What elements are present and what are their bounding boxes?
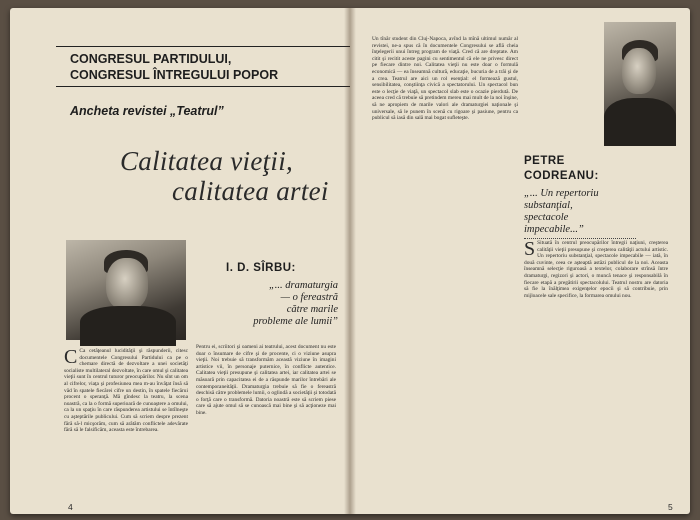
quote-right-line-4: impecabile...” (524, 224, 584, 235)
text-column-left (64, 348, 188, 504)
drop-cap-right: S (524, 240, 536, 260)
text-column-right-page-body: Situată în centrul preocupărilor întregii naţiuni, creşterea calităţii vieţii presupune şi creşterea calităţii actului artistic. Un repertoriu substanţial, spectacole impecabile — iată, în două cuvinte, ceea ce aşteaptă astăzi publicul de la noi. Aceasta înseamnă selecţie riguroasă a textelor, colaborare strînsă între dramaturgi, regizori şi actori, o muncă tenace şi responsabilă în fiecare etapă a pregătirii spectacolului. Teatrul nostru are datoria să fie la înălţimea exigenţelor epocii şi să contribuie, prin mijloacele sale specifice, la formarea omului nou. (524, 240, 668, 299)
quote-right-line-1: „... Un repertoriu (524, 188, 599, 199)
quote-right-line-3: spectacole (524, 212, 569, 223)
author-portrait-photo (66, 240, 186, 340)
portrait-coat (80, 306, 176, 346)
drop-cap: C (64, 348, 78, 368)
author-name-right (524, 154, 599, 184)
quote-divider (524, 238, 636, 239)
text-column-main-body: Un tînăr student din Cluj-Napoca, avînd la mînă ultimul număr al revistei, ne-a spus că în documentele Congresului se află cheia înţelegerii unui întreg program de viaţă. Cred că are dreptate. Am citit şi recitit aceste pagini cu sentimentul că ele ne privesc direct pe fiecare dintre noi. Calitatea vieţii nu este doar o formulă economică — ea înseamnă cultură, educaţie, bucuria de a trăi şi de a crea. Teatrul are aici un rol esenţial: el formează gustul, sensibilitatea, conştiinţa civică a spectatorului. Un spectacol bun este o lecţie de viaţă, un spectacol slab este o ocazie pierdută. De aceea cred că trebuie să pretindem mereu mai mult de la noi înşine, să ne apropiem de marile valori ale dramaturgiei naţionale şi universale, să le punem în scenă cu rigoare şi pasiune, pentru ca publicul să iasă din sală mai bogat sufleteşte. (372, 36, 518, 122)
text-column-right-page (524, 240, 668, 506)
right-page (350, 8, 690, 514)
survey-label: Ancheta revistei „Teatrul” (70, 104, 224, 118)
quote-line-4: probleme ale lumii” (253, 316, 338, 327)
quote-line-2: — o fereastră (280, 292, 338, 303)
page-number-right: 5 (668, 502, 673, 512)
author-name: I. D. SÎRBU: (226, 262, 296, 274)
quote-right-line-2: substanţial, (524, 200, 573, 211)
author-portrait-photo-right (604, 22, 676, 142)
portrait-face (106, 258, 148, 310)
author-name-right-line2: CODREANU: (524, 170, 599, 182)
text-column-main (372, 36, 518, 506)
portrait-face-right (622, 48, 656, 94)
author-name-right-line1: PETRE (524, 155, 565, 167)
author-quote-right (524, 188, 654, 241)
page-number-left: 4 (68, 502, 73, 512)
text-column-right (196, 240, 336, 504)
magazine-spread (10, 8, 690, 514)
article-title-line1: Calitatea vieţii, (120, 146, 294, 176)
quote-line-1: „... dramaturgia (268, 280, 338, 291)
congress-header-line1: CONGRESUL PARTIDULUI, (70, 52, 232, 66)
congress-header-line2: CONGRESUL ÎNTREGULUI POPOR (70, 68, 279, 82)
article-title-line2: calitatea artei (172, 176, 329, 206)
portrait-coat-right (604, 98, 676, 146)
quote-line-3: către marile (286, 304, 338, 315)
congress-header (56, 46, 350, 87)
text-column-right-body: Pentru ei, scriitori şi oameni ai teatrului, acest document nu este doar o însumare de cifre şi de procente, ci o viziune asupra vieţii. Noi trebuie să transformăm această viziune în imagini artistice vii, în personaje puternice, în conflicte autentice. Calitatea vieţii presupune şi calitatea artei, iar calitatea artei se măsoară prin capacitatea ei de a răspunde marilor întrebări ale contemporaneităţii. Dramaturgia trebuie să fie o fereastră deschisă către problemele lumii, o oglindă a societăţii şi totodată o forţă care o transformă. Datoria noastră este să scriem piese care să ajute omul să se cunoască mai bine şi să acţioneze mai bine. (196, 344, 336, 416)
text-column-right-top-spacer (196, 240, 336, 344)
left-page (10, 8, 350, 514)
text-column-left-body: Ca cetăţeanul lucidităţii şi răspunderii, citesc documentele Congresului Partidului ca pe o chemare directă de dezvoltare a unei societăţi socialiste multilateral dezvoltate, în care omul şi calitatea vieţii sunt în centrul tuturor preocupărilor. Nu sînt un om al cifrelor, viaţa şi profesiunea mea m-au învăţat însă să văd în spatele fiecărei cifre un destin, în spatele fiecărui procent o speranţă. Mă gîndesc la teatru, la scena noastră, ca la o formă superioară de cunoaştere a omului, ca la un spaţiu în care răspunderea artistului se întîlneşte cu aşteptările publicului. Cum să scriem despre prezent fără să-l micşorăm, cum să arătăm conflictele adevărate fără să le falsificăm, aceasta este întrebarea. (64, 348, 188, 434)
